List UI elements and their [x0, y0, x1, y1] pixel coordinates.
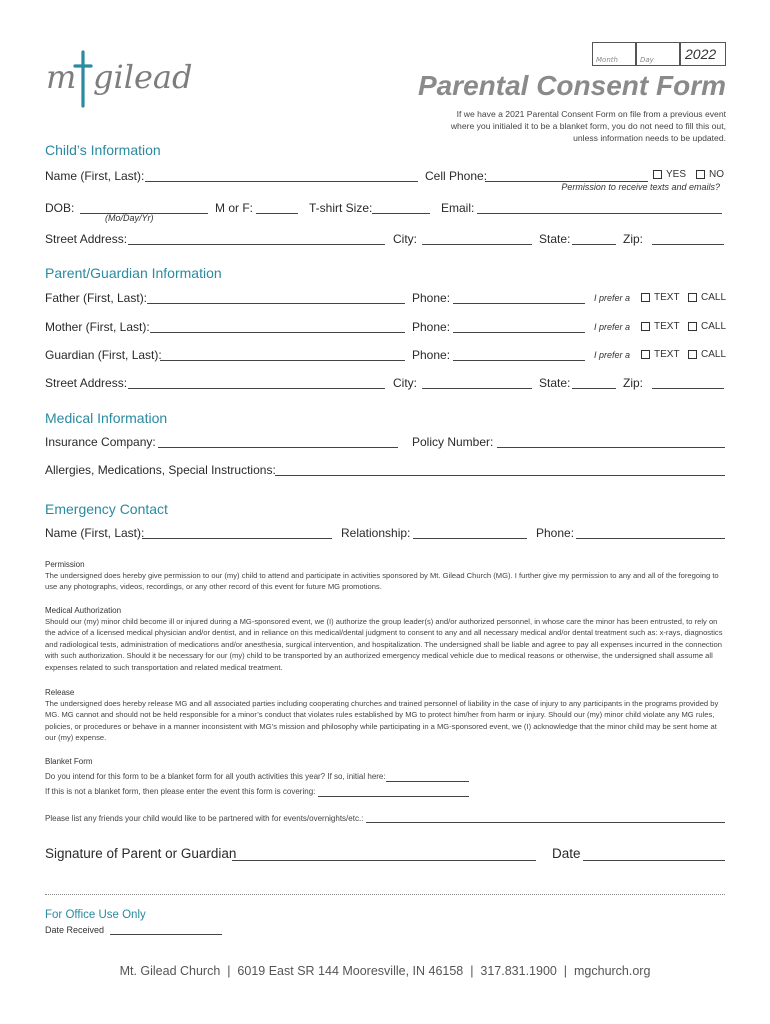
policy-label: Policy Number:	[412, 435, 494, 449]
guardian-phone-field[interactable]	[453, 360, 585, 361]
mother-phone-field[interactable]	[453, 332, 585, 333]
email-label: Email:	[441, 201, 475, 215]
blanket-title: Blanket Form	[45, 757, 93, 766]
office-use-heading: For Office Use Only	[45, 909, 146, 921]
child-street-label: Street Address:	[45, 232, 128, 246]
emergency-name-label: Name (First, Last):	[45, 526, 145, 540]
mother-name-label: Mother (First, Last):	[45, 320, 150, 334]
parent-zip-label: Zip:	[623, 376, 644, 390]
father-phone-field[interactable]	[453, 303, 585, 304]
guardian-text-checkbox[interactable]	[641, 350, 650, 359]
father-phone-label: Phone:	[412, 291, 451, 305]
logo-text-left: m	[46, 58, 77, 96]
tshirt-field[interactable]	[372, 213, 430, 214]
day-box[interactable]	[636, 42, 680, 66]
mother-phone-label: Phone:	[412, 320, 451, 334]
tshirt-label: T-shirt Size:	[309, 201, 373, 215]
child-name-label: Name (First, Last):	[45, 169, 145, 183]
month-label: Month	[596, 56, 618, 64]
medical-auth-text: Should our (my) minor child become ill or injured during a MG-sponsored event, we (I) authorize the group leader(s) and/or authorized personnel, in whose care the minor has been entrusted, to rely on the advice of a licensed medical physician and/or dentist, and in reliance on this medical/dental judgment to consent to any and all necessary medical and/or dental treatment such as: x-rays, diagnostics and radiological tests, administration of medications and/or anesthesia, surgical intervention, and hospitalization. The undersigned shall be liable and agree to pay all expenses incurred in the connection with such authorization. Should it be necessary for our (my) child to be transported by an authorized emergency medical vehicle due to medical reasons or otherwise, the undersigned shall assume all expenses related to such transportation and related medical treatment.	[45, 617, 723, 672]
parent-city-label: City:	[393, 376, 417, 390]
child-city-field[interactable]	[422, 244, 532, 245]
signature-date-field[interactable]	[583, 860, 725, 861]
parent-info-heading: Parent/Guardian Information	[45, 265, 222, 281]
year-value: 2022	[685, 46, 717, 62]
gender-field[interactable]	[256, 213, 298, 214]
allergies-label: Allergies, Medications, Special Instructions:	[45, 463, 276, 477]
allergies-field[interactable]	[275, 475, 725, 476]
gender-label: M or F:	[215, 201, 253, 215]
father-text-label: TEXT	[654, 292, 680, 303]
signature-date-label: Date	[552, 846, 581, 861]
blanket-initial-field[interactable]	[386, 781, 469, 782]
note-line-3: unless information needs to be updated.	[573, 133, 726, 143]
month-box[interactable]	[592, 42, 636, 66]
emergency-phone-field[interactable]	[576, 538, 725, 539]
parent-city-field[interactable]	[422, 388, 532, 389]
release-text: The undersigned does hereby release MG and all associated parties including cooperating churches and trained personnel of liability in the case of injury to any participants in the programs provided by MG. MG cannot and should not be held responsible for a minor’s conduct that violates rules established by MG to protect him/her from harm or injury. Should our (my) minor child violate any MG rules, policies, or procedures or behave in a manner inconsistent with MG’s mission and philosophy while participating in a MG-sponsored event, we (I) acknowledge that the minor child may be sent home at our (my) expense.	[45, 699, 719, 743]
father-name-label: Father (First, Last):	[45, 291, 148, 305]
child-zip-field[interactable]	[652, 244, 724, 245]
father-name-field[interactable]	[147, 303, 405, 304]
relationship-label: Relationship:	[341, 526, 411, 540]
child-info-heading: Child’s Information	[45, 142, 161, 158]
parent-street-field[interactable]	[128, 388, 385, 389]
parent-state-label: State:	[539, 376, 571, 390]
guardian-name-field[interactable]	[160, 360, 405, 361]
yes-label: YES	[666, 169, 687, 180]
friends-field[interactable]	[366, 822, 725, 823]
signature-label: Signature of Parent or Guardian	[45, 846, 237, 861]
relationship-field[interactable]	[413, 538, 527, 539]
parent-state-field[interactable]	[572, 388, 616, 389]
signature-field[interactable]	[232, 860, 536, 861]
guardian-name-label: Guardian (First, Last):	[45, 348, 162, 362]
header-note	[451, 108, 726, 144]
father-prefer-label: I prefer a	[594, 293, 631, 303]
office-divider	[45, 894, 725, 895]
mother-call-label: CALL	[701, 321, 727, 332]
guardian-call-checkbox[interactable]	[688, 350, 697, 359]
guardian-text-label: TEXT	[654, 349, 680, 360]
guardian-call-label: CALL	[701, 349, 727, 360]
guardian-phone-label: Phone:	[412, 348, 451, 362]
permission-text: The undersigned does hereby give permission to our (my) child to attend and participate in activities sponsored by Mt. Gilead Church (MG). I further give my permission to any and all of the foregoing to use any photographs, videos, recordings, or any other record of this event for future MG promotions.	[45, 571, 719, 592]
footer-contact: Mt. Gilead Church | 6019 East SR 144 Mooresville, IN 46158 | 317.831.1900 | mgchurch.org	[119, 964, 651, 978]
parent-street-label: Street Address:	[45, 376, 128, 390]
no-label: NO	[709, 169, 724, 180]
event-field[interactable]	[318, 796, 469, 797]
emergency-phone-label: Phone:	[536, 526, 575, 540]
child-cell-label: Cell Phone:	[425, 169, 488, 183]
no-checkbox[interactable]	[696, 170, 705, 179]
emergency-heading: Emergency Contact	[45, 501, 168, 517]
event-question: If this is not a blanket form, then please enter the event this form is covering:	[45, 787, 316, 796]
email-field[interactable]	[477, 213, 722, 214]
father-call-checkbox[interactable]	[688, 293, 697, 302]
medical-auth-title: Medical Authorization	[45, 606, 122, 615]
date-received-field[interactable]	[110, 934, 222, 935]
dob-label: DOB:	[45, 201, 75, 215]
cross-icon	[72, 50, 94, 108]
church-logo	[46, 50, 196, 110]
child-state-label: State:	[539, 232, 571, 246]
parent-zip-field[interactable]	[652, 388, 724, 389]
insurance-label: Insurance Company:	[45, 435, 156, 449]
child-name-field[interactable]	[145, 181, 418, 182]
date-received-label: Date Received	[45, 925, 105, 935]
mother-name-field[interactable]	[150, 332, 405, 333]
emergency-name-field[interactable]	[142, 538, 332, 539]
note-line-1: If we have a 2021 Parental Consent Form on file from a previous event	[456, 109, 726, 119]
page-title: Parental Consent Form	[417, 70, 726, 101]
release-title: Release	[45, 688, 75, 697]
father-call-label: CALL	[701, 292, 727, 303]
medical-info-heading: Medical Information	[45, 410, 168, 426]
logo-text-right: gilead	[93, 58, 193, 96]
child-zip-label: Zip:	[623, 232, 644, 246]
mother-text-checkbox[interactable]	[641, 322, 650, 331]
dob-hint: (Mo/Day/Yr)	[105, 213, 154, 223]
child-city-label: City:	[393, 232, 417, 246]
yes-checkbox[interactable]	[653, 170, 662, 179]
permission-texts-emails: Permission to receive texts and emails?	[561, 182, 720, 192]
permission-title: Permission	[45, 560, 85, 569]
insurance-field[interactable]	[158, 447, 398, 448]
child-state-field[interactable]	[572, 244, 616, 245]
mother-text-label: TEXT	[654, 321, 680, 332]
father-text-checkbox[interactable]	[641, 293, 650, 302]
guardian-prefer-label: I prefer a	[594, 350, 631, 360]
mother-call-checkbox[interactable]	[688, 322, 697, 331]
child-street-field[interactable]	[128, 244, 385, 245]
note-line-2: where you initialed it to be a blanket form, you do not need to fill this out,	[450, 121, 726, 131]
year-box	[680, 42, 726, 66]
policy-field[interactable]	[497, 447, 725, 448]
friends-question: Please list any friends your child would like to be partnered with for events/overnights/etc.:	[45, 814, 364, 823]
blanket-question: Do you intend for this form to be a blanket form for all youth activities this year? If so, initial here:	[45, 772, 386, 781]
mother-prefer-label: I prefer a	[594, 322, 631, 332]
day-label: Day	[640, 56, 654, 64]
